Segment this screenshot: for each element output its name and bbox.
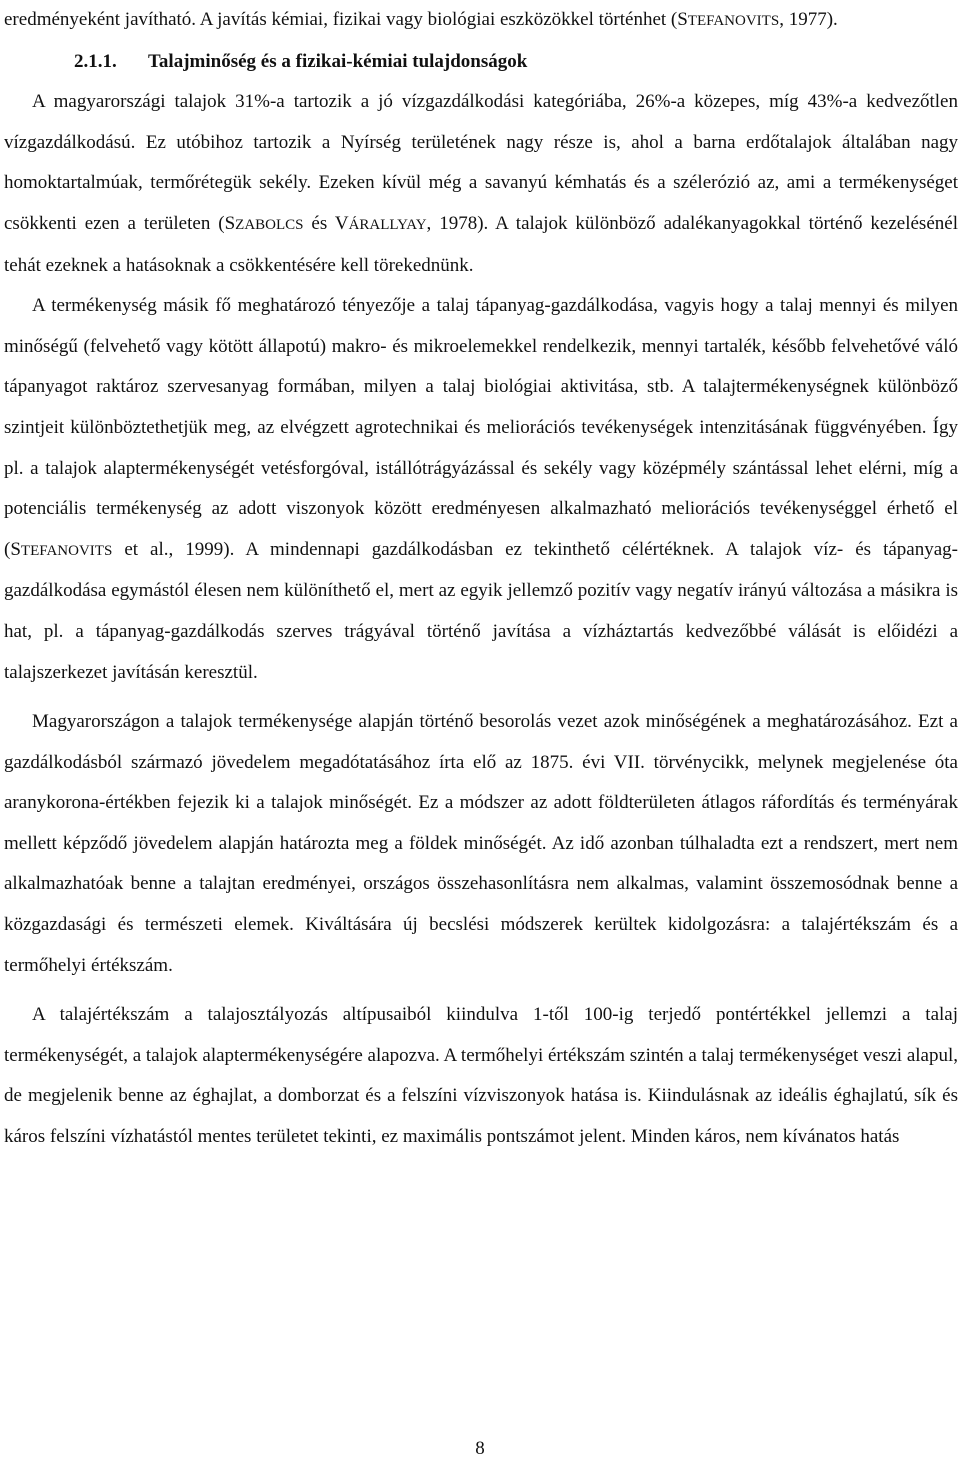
paragraph-4: A talajértékszám a talajosztályozás altípusaiból kiindulva 1-től 100-ig terjedő pontértékkel jellemzi a talaj termékenységét, a talajok alaptermékenységére alapozva. A termőhelyi értékszám szintén a talaj termékenységet veszi alapul, de megjelenik benne az éghajlat, a domborzat és a felszíni vízviszonyok hatása is. Kiindulásnak az ideális éghajlatú, sík és káros felszíni vízhatástól mentes területet tekinti, ez maximális pontszámot jelent. Minden káros, nem kívánatos hatás bbox=[4, 1004, 958, 1148]
citation-author: TEFANOVITS bbox=[687, 13, 780, 29]
paragraph-1 bbox=[4, 82, 958, 286]
paragraph-1-text: , 1978). A talajok különböző adalékanyagokkal történő kezelésénél tehát ezeknek a hatásoknak a csökkentésére kell törekednünk. bbox=[4, 212, 958, 276]
citation-author: TEFANOVITS bbox=[20, 542, 113, 559]
section-title: Talajminőség és a fizikai-kémiai tulajdonságok bbox=[148, 50, 528, 72]
section-number: 2.1.1. bbox=[74, 50, 117, 72]
paragraph-1-text: A magyarországi talajok 31%-a tartozik a jó vízgazdálkodási kategóriába, 26%-a közepes, míg 43%-a kedvezőtlen vízgazdálkodású. Ez utóbihoz tartozik a Nyírség területének nagy része is, ahol a barna erdőtalajok általában nagy homoktartalmúak, termőrétegük sekély. Ezeken kívül még a savanyú kémhatás és a szélerózió az, ami a termékenységet csökkenti ezen a területen (S bbox=[4, 91, 958, 234]
intro-paragraph bbox=[4, 0, 958, 42]
citation-author: ZABOLCS bbox=[235, 216, 304, 233]
section-heading bbox=[4, 42, 958, 83]
citation-author: ÁRALLYAY bbox=[348, 216, 427, 233]
paragraph-2-text: A termékenység másik fő meghatározó tényezője a talaj tápanyag-gazdálkodása, vagyis hogy a talaj mennyi és milyen minőségű (felvehető vagy kötött állapotú) makro- és mikroelemekkel rendelkezik, mennyi tartalék, később felvehetővé váló tápanyagot raktároz szervesanyag formában, milyen a talaj biológiai aktivitása, stb. A talajtermékenységnek különböző szintjeit különböztethetjük meg, az elvégzett agrotechnikai és meliorációs tevékenységek intenzitásának függvényében. Így pl. a talajok alaptermékenységét vetésforgóval, istállótrágyázással és sekély vagy középmély szántással lehet elérni, míg a potenciális termékenység az adott viszonyok között eredményesen alkalmazható meliorációs tevékenységgel érhető el (S bbox=[4, 295, 958, 560]
page-number: 8 bbox=[475, 1438, 485, 1459]
paragraph-2-text: et al., 1999). A mindennapi gazdálkodásban ez tekinthető célértéknek. A talajok víz- és tápanyag-gazdálkodása egymástól élesen nem különíthető el, mert az egyik jellemző pozitív vagy negatív irányú változása a másikra is hat, pl. a tápanyag-gazdálkodás szerves trágyával történő javítása a vízháztartás kedvezőbbé válását is előidézi a talajszerkezet javításán keresztül. bbox=[4, 538, 958, 683]
paragraph-2 bbox=[4, 286, 958, 693]
paragraph-1-text: és V bbox=[303, 212, 349, 234]
document-page bbox=[4, 0, 958, 1158]
intro-text-end: , 1977). bbox=[779, 9, 838, 30]
intro-text: eredményeként javítható. A javítás kémiai, fizikai vagy biológiai eszközökkel történhet (S bbox=[4, 9, 688, 30]
paragraph-3: Magyarországon a talajok termékenysége alapján történő besorolás vezet azok minőségének a meghatározásához. Ezt a gazdálkodásból származó jövedelem megadótatásához írta elő az 1875. évi VII. törvénycikk, melynek megjelenése óta aranykorona-értékben fejezik ki a talajok minőségét. Ez a módszer az adott földterületen átlagos ráfordítás és terményárak mellett képződő jövedelem alapján határozta meg a földek minőségét. Az idő azonban túlhaladta ezt a rendszert, mert nem alkalmazhatóak benne a talajtan eredményei, országos összehasonlításra nem alkalmas, valamint összemosódnak benne a közgazdasági és természeti elemek. Kiváltására új becslési módszerek kerültek kidolgozásra: a talajértékszám és a termőhelyi értékszám. bbox=[4, 711, 958, 976]
